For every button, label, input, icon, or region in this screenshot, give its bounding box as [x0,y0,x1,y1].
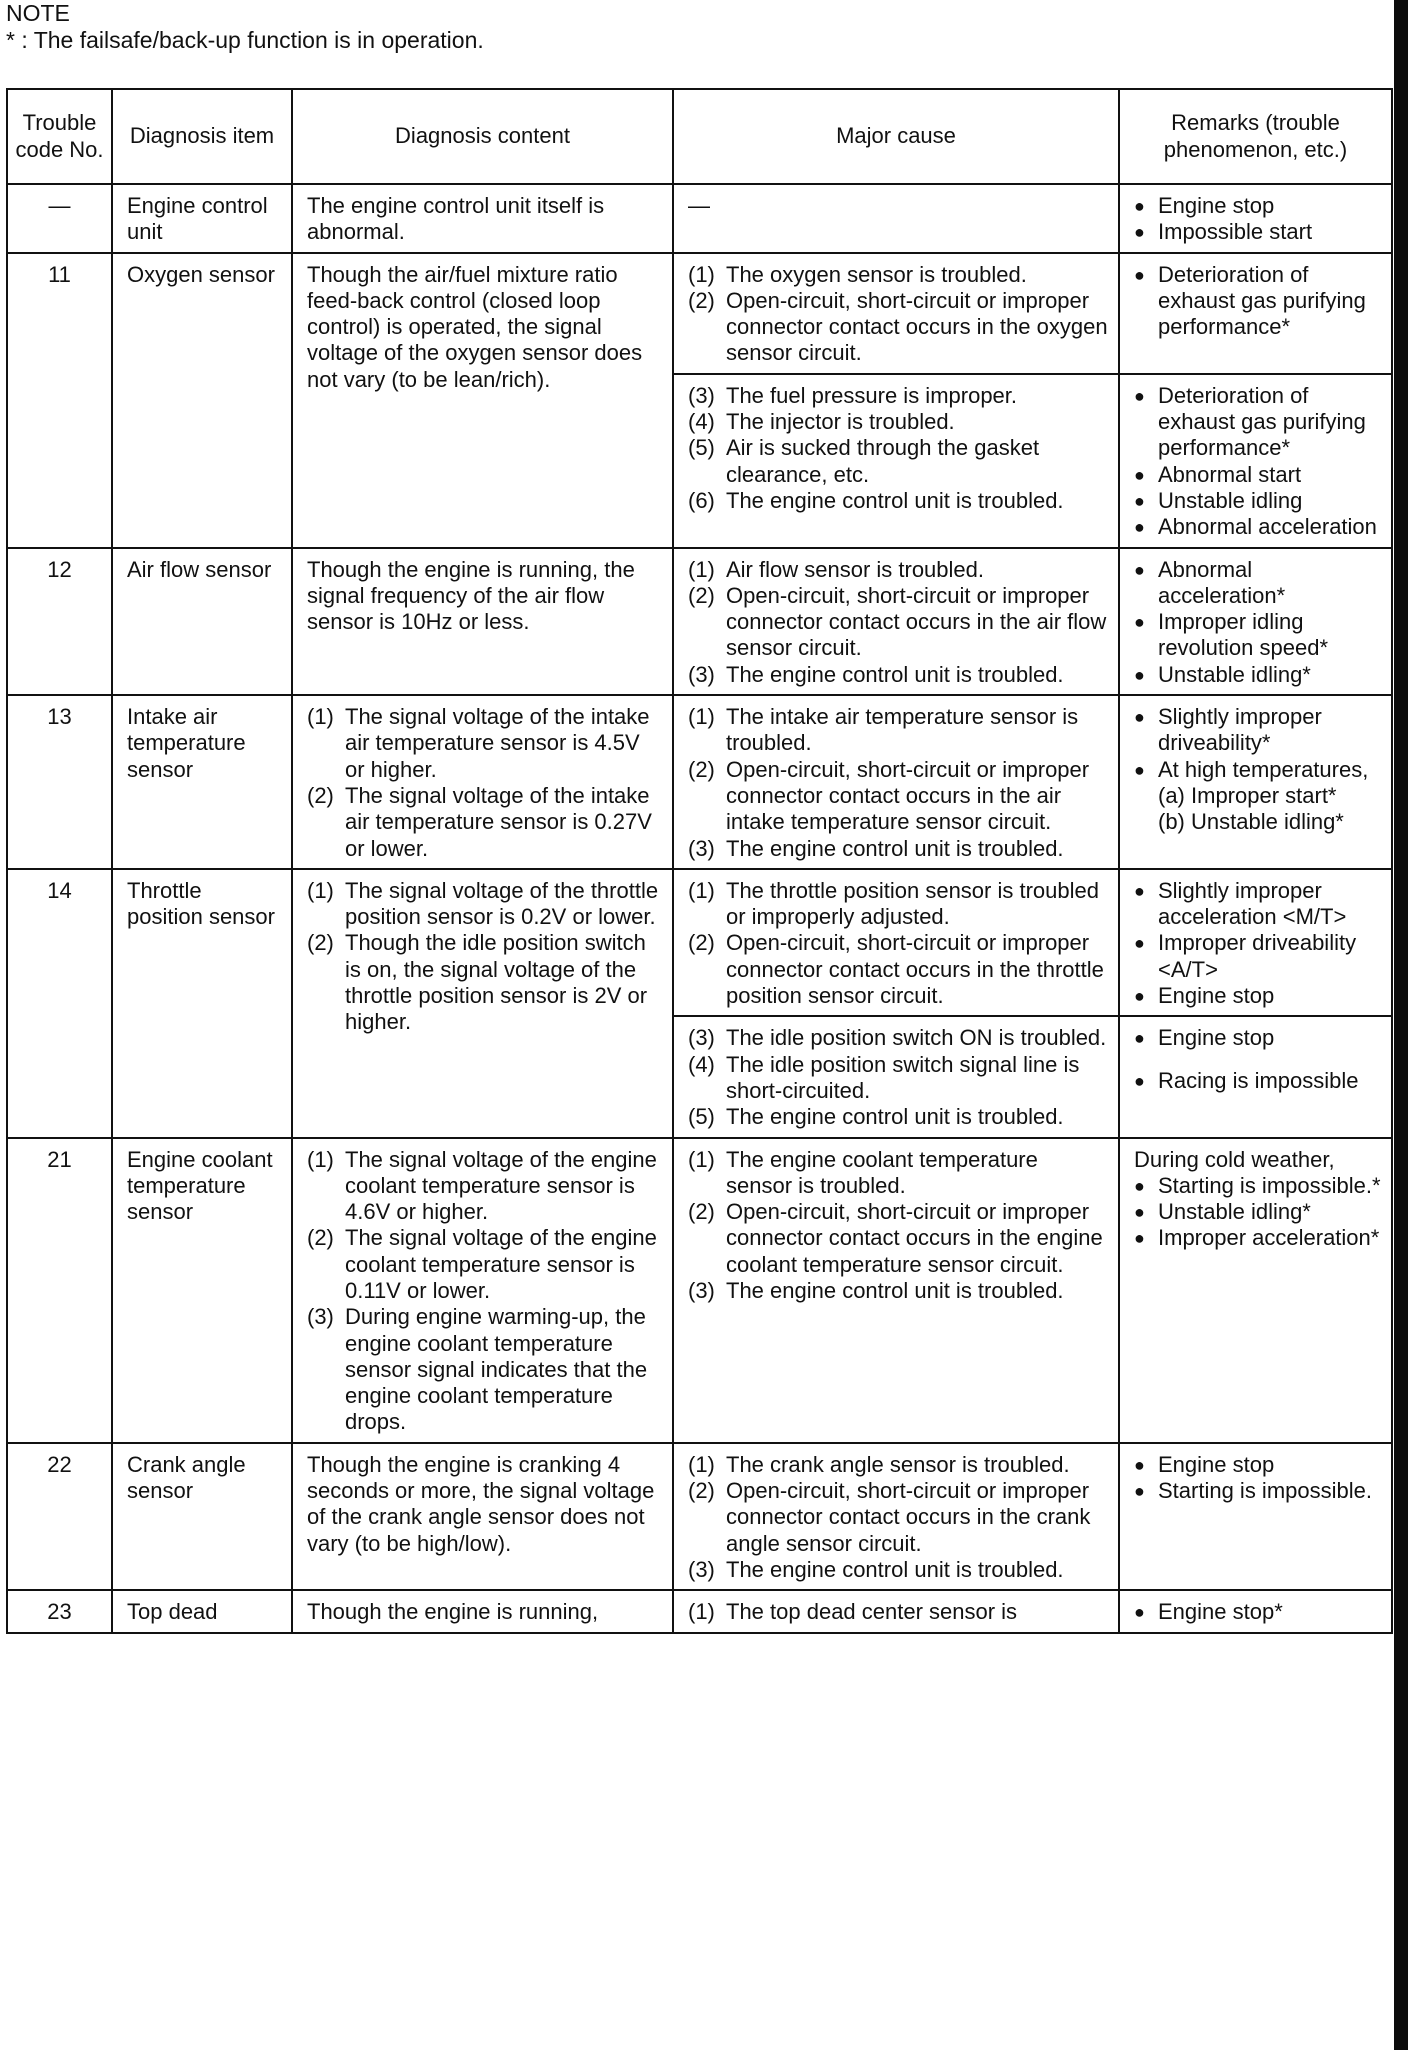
item-number: (2) [688,756,715,782]
item-text: The crank angle sensor is troubled. [726,1451,1070,1477]
cause-list [688,383,1108,514]
table-row [7,1443,1392,1590]
remark-text: Abnormal start [1158,461,1302,487]
remark-text: (b) Unstable idling* [1158,809,1344,835]
diagnosis-content: The engine control unit itself is abnormal. [292,184,673,253]
remark-entry [1134,1599,1381,1625]
item-number: (3) [688,382,715,408]
remarks [1119,374,1392,548]
cause-list [688,1452,1108,1583]
cause-list-entry [688,1452,1108,1478]
note-heading: NOTE [6,0,70,26]
diagnosis-item: Throttle position sensor [112,869,292,1138]
trouble-code: 22 [7,1443,112,1590]
diagnosis-item: Intake air temperature sensor [112,695,292,869]
item-number: (1) [688,877,715,903]
bullet-icon: ● [1134,1028,1145,1049]
item-number: (3) [688,1025,715,1051]
cause-list-entry [688,757,1108,836]
remarks-list [1134,1599,1381,1625]
item-number: (1) [688,704,715,730]
remarks [1119,695,1392,869]
item-text: The signal voltage of the intake air temperature sensor is 0.27V or lower. [345,782,652,861]
bullet-icon: ● [1134,933,1145,954]
remarks-list [1134,383,1381,541]
item-number: (1) [307,1146,334,1172]
item-text: The engine control unit is troubled. [726,661,1064,687]
item-text: During engine warming-up, the engine coolant temperature sensor signal indicates that the engine coolant temperature drops. [345,1304,648,1435]
item-text: The idle position switch ON is troubled. [726,1025,1107,1051]
cause-list-entry [688,1104,1108,1130]
remarks-intro: During cold weather, [1134,1146,1335,1172]
item-text: The injector is troubled. [726,409,955,435]
item-text: The engine control unit is troubled. [726,487,1064,513]
remarks [1119,548,1392,695]
cause-list-entry [688,878,1108,931]
remark-text: Engine stop [1158,193,1275,218]
trouble-code: — [7,184,112,253]
item-number: (3) [688,835,715,861]
trouble-code: 21 [7,1138,112,1443]
item-number: (1) [688,1451,715,1477]
item-text: The intake air temperature sensor is troubled. [726,704,1079,756]
remark-entry [1134,704,1381,757]
item-number: (2) [688,582,715,608]
remark-entry [1134,557,1381,610]
item-number: (4) [688,1051,715,1077]
major-cause [673,1016,1119,1137]
cause-list-entry [688,409,1108,435]
diagnosis-content: Though the engine is running, the signal frequency of the air flow sensor is 10Hz or less. [292,548,673,695]
header-major-cause: Major cause [673,89,1119,184]
table-body [7,184,1392,1633]
content-list-entry [307,1304,662,1435]
item-text: Though the idle position switch is on, the signal voltage of the throttle position sensor is 2V or higher. [345,930,648,1035]
major-cause [673,695,1119,869]
remark-text: Improper acceleration* [1158,1225,1380,1251]
table-row [7,253,1392,374]
remark-spacer [1134,1052,1381,1068]
bullet-icon: ● [1134,612,1145,633]
remarks-list [1134,1452,1381,1505]
major-cause [673,1138,1119,1443]
bullet-icon: ● [1134,707,1145,728]
remark-entry [1134,1025,1381,1051]
remark-entry [1134,878,1381,931]
bullet-icon: ● [1134,1228,1145,1249]
remark-entry [1134,662,1381,688]
item-number: (1) [307,704,334,730]
content-list-entry [307,704,662,783]
item-number: (2) [688,1478,715,1504]
remark-text: Engine stop [1158,1451,1275,1477]
remark-text: Improper idling revolution speed* [1158,609,1329,661]
item-text: The idle position switch signal line is short-circuited. [726,1051,1080,1103]
remark-entry [1134,783,1381,809]
remark-entry [1134,1452,1381,1478]
table-row [7,1590,1392,1632]
remark-text: Abnormal acceleration* [1158,556,1286,608]
cause-list-entry [688,836,1108,862]
item-text: Air flow sensor is troubled. [726,556,984,582]
cause-list-entry [688,1557,1108,1583]
major-cause [673,374,1119,548]
item-number: (2) [688,1199,715,1225]
remark-entry [1134,757,1381,783]
content-list [307,704,662,862]
cause-list-entry [688,1278,1108,1304]
cause-list [688,1599,1108,1625]
trouble-code: 13 [7,695,112,869]
note [6,0,484,54]
remark-text: Slightly improper driveability* [1158,704,1322,756]
diagnosis-content: Though the engine is cranking 4 seconds or more, the signal voltage of the crank angle sensor does not vary (to be high/low). [292,1443,673,1590]
cause-list-entry [688,662,1108,688]
item-number: (1) [307,877,334,903]
remark-text: Slightly improper acceleration <M/T> [1158,877,1347,930]
item-number: (2) [688,287,715,313]
diagnosis-content: Though the air/fuel mixture ratio feed-back control (closed loop control) is operated, the signal voltage of the oxygen sensor does not vary (to be lean/rich). [292,253,673,548]
cause-list [688,557,1108,688]
remarks-list [1134,704,1381,835]
remark-entry [1134,930,1381,983]
remarks-list [1134,262,1381,341]
cause-list-entry [688,1147,1108,1200]
cause-list-entry [688,435,1108,488]
remarks-list [1134,557,1381,688]
item-text: The fuel pressure is improper. [726,382,1018,408]
content-list [307,878,662,1036]
diagnosis-content [292,695,673,869]
remark-text: Starting is impossible.* [1158,1172,1381,1198]
cause-list-entry [688,1199,1108,1278]
cause-list-entry [688,1052,1108,1105]
bullet-icon: ● [1134,1175,1145,1196]
remark-text: Unstable idling [1158,487,1303,513]
header-diagnosis-item: Diagnosis item [112,89,292,184]
item-text: Open-circuit, short-circuit or improper connector contact occurs in the engine coolant temperature sensor circuit. [726,1199,1103,1277]
cause-list-entry [688,288,1108,367]
remark-entry [1134,219,1381,245]
diagnosis-item: Engine control unit [112,184,292,253]
diagnosis-item: Crank angle sensor [112,1443,292,1590]
item-number: (1) [688,1146,715,1172]
remark-text: Improper driveability <A/T> [1158,930,1357,982]
item-text: The signal voltage of the intake air temperature sensor is 4.5V or higher. [345,704,650,782]
remark-entry [1134,262,1381,341]
bullet-icon: ● [1134,1481,1145,1502]
remark-text: (a) Improper start* [1158,782,1337,808]
item-text: Open-circuit, short-circuit or improper connector contact occurs in the crank angle sensor circuit. [726,1478,1091,1556]
item-text: Air is sucked through the gasket clearance, etc. [726,435,1040,487]
item-text: The signal voltage of the engine coolant temperature sensor is 0.11V or lower. [345,1225,657,1303]
cause-list [688,1025,1108,1130]
remark-entry [1134,1068,1381,1094]
remark-entry [1134,809,1381,835]
diagnosis-content [292,1138,673,1443]
trouble-code: 12 [7,548,112,695]
cause-list [688,878,1108,1009]
cause-list-entry [688,704,1108,757]
cause-list-entry [688,488,1108,514]
table-header-row [7,89,1392,184]
item-number: (2) [307,782,334,808]
content-list-entry [307,1147,662,1226]
header-diagnosis-content: Diagnosis content [292,89,673,184]
item-number: (1) [688,556,715,582]
item-text: The oxygen sensor is troubled. [726,261,1027,287]
bullet-icon: ● [1134,1070,1145,1091]
bullet-icon: ● [1134,759,1145,780]
remark-entry [1134,488,1381,514]
bullet-icon: ● [1134,559,1145,580]
content-list-entry [307,1225,662,1304]
item-number: (3) [688,1277,715,1303]
remarks-list [1134,1025,1381,1094]
remarks-list [1134,878,1381,1009]
diagnosis-item: Engine coolant temperature sensor [112,1138,292,1443]
table-row [7,869,1392,1016]
page-edge-bar [1394,0,1408,2050]
item-number: (2) [307,1225,334,1251]
table-row [7,548,1392,695]
remarks [1119,1590,1392,1632]
diagnosis-content [292,869,673,1138]
trouble-code: 14 [7,869,112,1138]
remark-text: Unstable idling* [1158,1199,1311,1225]
remark-text: Abnormal acceleration [1158,514,1377,540]
remark-text: Starting is impossible. [1158,1478,1372,1504]
remark-entry [1134,1478,1381,1504]
table-row [7,184,1392,253]
remark-entry [1134,462,1381,488]
remarks [1119,869,1392,1016]
bullet-icon: ● [1134,490,1145,511]
cause-list-entry [688,930,1108,1009]
item-number: (2) [688,930,715,956]
cause-list [688,262,1108,367]
major-cause [673,869,1119,1016]
cause-list-entry [688,383,1108,409]
bullet-icon: ● [1134,196,1145,216]
remark-text: Impossible start [1158,219,1313,245]
remark-text: At high temperatures, [1158,756,1369,782]
remark-entry [1134,1173,1381,1199]
diagnosis-item: Air flow sensor [112,548,292,695]
item-text: The signal voltage of the engine coolant temperature sensor is 4.6V or higher. [345,1146,657,1225]
item-text: The engine control unit is troubled. [726,1556,1064,1582]
content-list [307,1147,662,1436]
remark-text: Unstable idling* [1158,661,1311,687]
major-cause: — [673,184,1119,253]
remark-text: Racing is impossible [1158,1067,1359,1093]
bullet-icon: ● [1134,1602,1145,1623]
item-text: The engine control unit is troubled. [726,835,1064,861]
remarks [1119,184,1392,253]
cause-list-entry [688,1025,1108,1051]
bullet-icon: ● [1134,385,1145,406]
remark-text: Deterioration of exhaust gas purifying performance* [1158,261,1366,340]
cause-list-entry [688,1599,1108,1625]
cause-list-entry [688,262,1108,288]
remarks [1119,1138,1392,1443]
bullet-icon: ● [1134,1454,1145,1475]
cause-list [688,1147,1108,1305]
bullet-icon: ● [1134,880,1145,901]
item-number: (3) [307,1304,334,1330]
cause-list-entry [688,583,1108,662]
major-cause [673,1443,1119,1590]
remark-text: Engine stop* [1158,1599,1283,1625]
cause-list-entry [688,557,1108,583]
diagnosis-item: Top dead [112,1590,292,1632]
remark-text: Engine stop [1158,1025,1275,1051]
item-text: The engine coolant temperature sensor is troubled. [726,1146,1038,1198]
remarks [1119,253,1392,374]
item-text: Open-circuit, short-circuit or improper connector contact occurs in the oxygen sensor circuit. [726,287,1108,366]
bullet-icon: ● [1134,1202,1145,1223]
item-number: (1) [688,261,715,287]
item-text: The engine control unit is troubled. [726,1104,1064,1130]
table-row [7,695,1392,869]
diagnosis-content: Though the engine is running, [292,1590,673,1632]
item-number: (4) [688,409,715,435]
remark-text: Deterioration of exhaust gas purifying performance* [1158,382,1366,461]
cause-list [688,704,1108,862]
item-number: (3) [688,1556,715,1582]
remark-entry [1134,609,1381,662]
major-cause [673,1590,1119,1632]
content-list-entry [307,878,662,931]
table-row [7,1138,1392,1443]
trouble-code: 11 [7,253,112,548]
cause-list-entry [688,1478,1108,1557]
item-text: The signal voltage of the throttle position sensor is 0.2V or lower. [345,877,659,930]
item-text: The top dead center sensor is [726,1599,1018,1625]
bullet-icon: ● [1134,464,1145,485]
item-text: Open-circuit, short-circuit or improper connector contact occurs in the air flow sensor circuit. [726,582,1107,661]
header-trouble-code: Trouble code No. [7,89,112,184]
item-number: (5) [688,1104,715,1130]
remarks [1119,1016,1392,1137]
remark-entry [1134,193,1381,219]
item-number: (1) [688,1599,715,1625]
remark-entry [1134,514,1381,540]
bullet-icon: ● [1134,517,1145,538]
item-text: The engine control unit is troubled. [726,1277,1064,1303]
bullet-icon: ● [1134,222,1145,243]
item-number: (5) [688,435,715,461]
remarks [1119,1443,1392,1590]
content-list-entry [307,930,662,1035]
bullet-icon: ● [1134,264,1145,285]
item-number: (6) [688,487,715,513]
remark-text: Engine stop [1158,983,1275,1009]
remark-entry [1134,983,1381,1009]
bullet-icon: ● [1134,986,1145,1007]
remarks-list [1134,193,1381,246]
trouble-code: 23 [7,1590,112,1632]
diagnosis-item: Oxygen sensor [112,253,292,548]
item-text: The throttle position sensor is troubled or improperly adjusted. [726,877,1099,930]
content-list-entry [307,783,662,862]
trouble-code-table [6,88,1393,1634]
item-number: (3) [688,661,715,687]
item-number: (2) [307,930,334,956]
remarks-list [1134,1173,1381,1252]
header-remarks: Remarks (trouble phenomenon, etc.) [1119,89,1392,184]
remark-entry [1134,1225,1381,1251]
major-cause [673,548,1119,695]
major-cause [673,253,1119,374]
remark-entry [1134,383,1381,462]
bullet-icon: ● [1134,664,1145,685]
remark-entry [1134,1199,1381,1225]
item-text: Open-circuit, short-circuit or improper connector contact occurs in the throttle position sensor circuit. [726,930,1104,1009]
note-text: * : The failsafe/back-up function is in operation. [6,27,484,53]
item-text: Open-circuit, short-circuit or improper connector contact occurs in the air intake temperature sensor circuit. [726,756,1090,835]
